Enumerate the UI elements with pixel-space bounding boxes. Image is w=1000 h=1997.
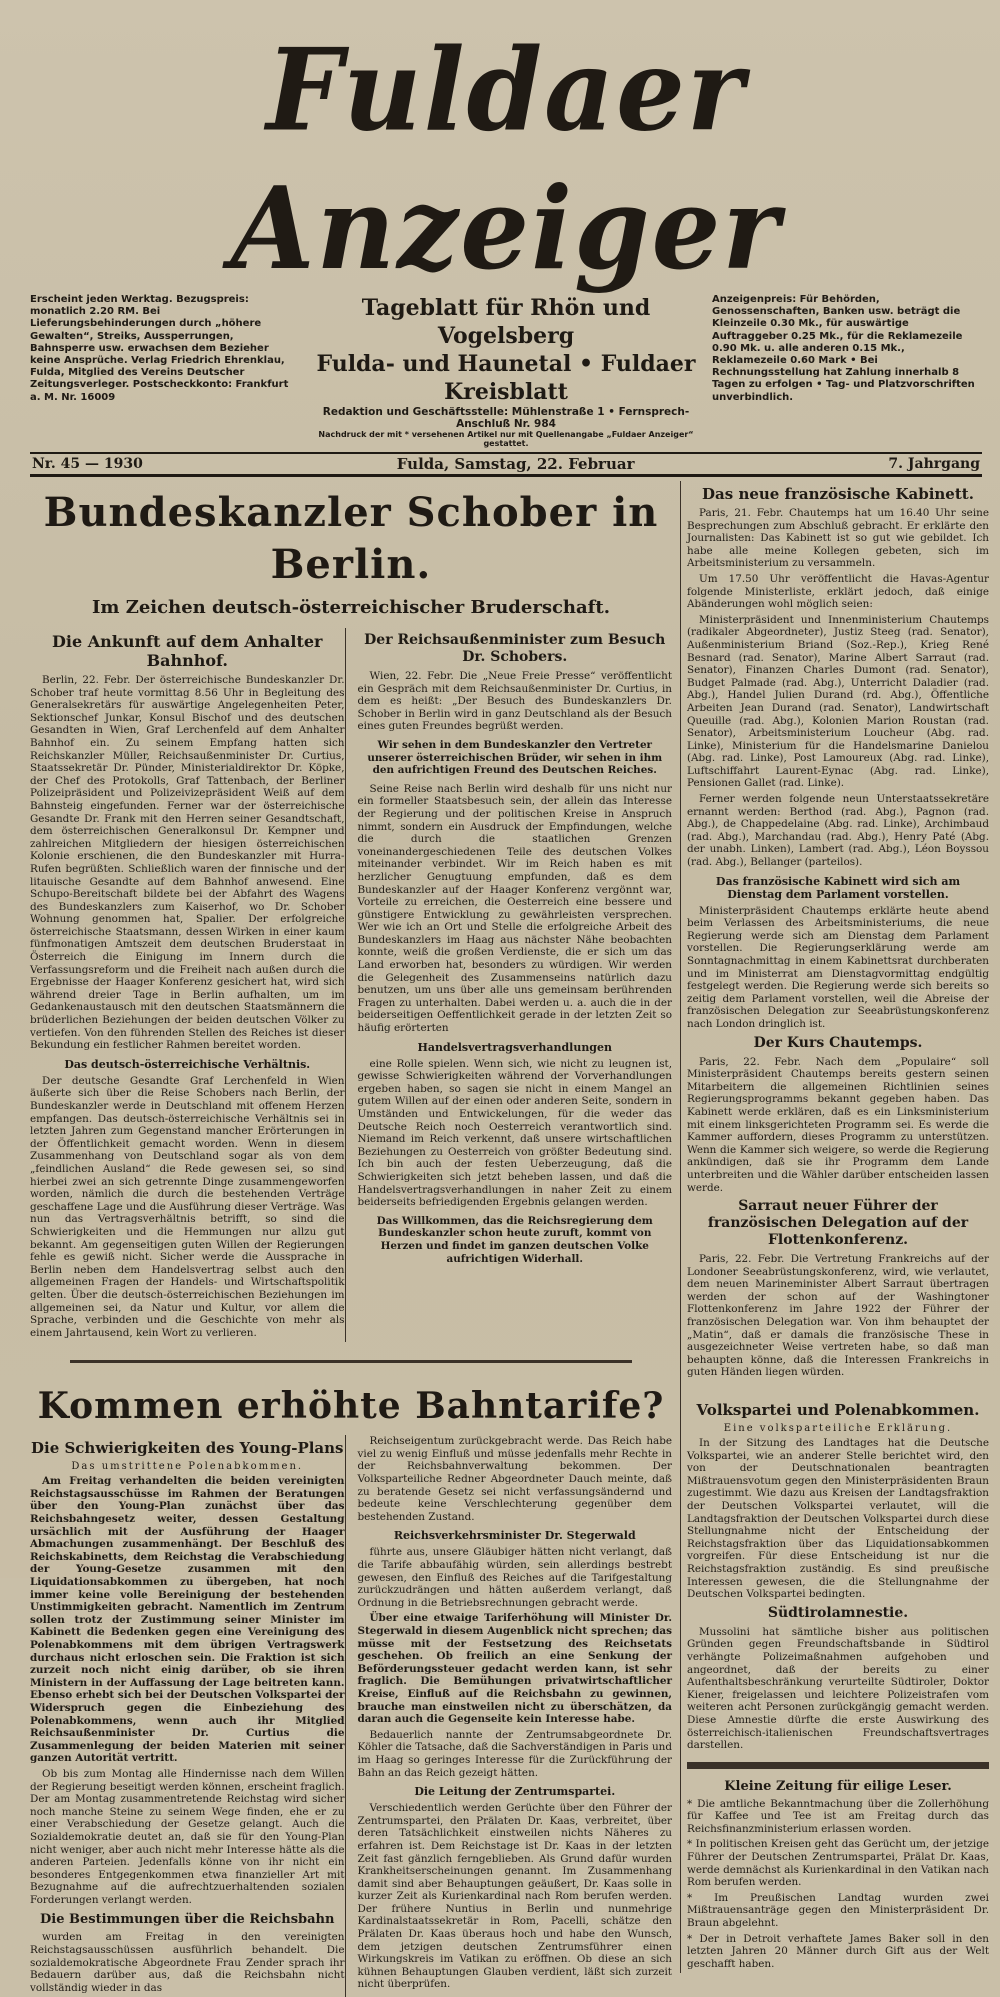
second-paragraph: Verschiedentlich werden Gerüchte über den Führer der Zentrumspartei, den Prälaten Dr. Kaas, verbreitet, über deren Tatsächlichkeit einstweilen nichts Näheres zu erfahren ist. Dem Reichstage ist Dr. Kaas in der letzten Zeit fast gänzlich ferngeblieben. Als Grund dafür wurden Krankheitserscheinungen genannt. Im Zusammenhang damit sind aber Behauptungen geäußert, Dr. Kaas solle in kurzer Zeit als Kurienkardinal nach Rom berufen werden. Der frühere Nuntius in Berlin und nunmehrige Kardinalstaatssekretär in Rom, Pacelli, schätze den Prälaten Dr. Kaas überaus hoch und habe den Wunsch, dem jetzigen deutschen Zentrumsführer einen Wirkungskreis im Vatikan zu eröffnen. Ob diese an sich kühnen Behauptungen Glauben verdient, läßt sich zurzeit nicht überprüfen. xyxy=(357,1802,672,1991)
second-col1-title: Die Schwierigkeiten des Young-Plans xyxy=(30,1439,344,1458)
col1-paragraph: Der deutsche Gesandte Graf Lerchenfeld in Wien äußerte sich über die Reise Schobers nach Berlin, der Bundeskanzler werde in Deutschland mit offenem Herzen empfangen. Das deutsch-österreichische Verhältnis sei in letzten Jahren zum Gegenstand mancher Erörterungen in der Öffentlichkeit gemacht worden. Wenn in diesem Zusammenhang von Deutschland sogar als von dem „feindlichen Ausland“ die Rede gewesen sei, so sind hierbei zwei an sich getrennte Dinge zusammengeworfen worden, nämlich die durch die bestehenden Verträge geschaffene Lage und die Ausführung dieser Verträge. Was nun das Vertragsverhältnis betrifft, so sind die Schwierigkeiten und die Hemmungen nur allzu gut bekannt. Am gegenseitigen guten Willen der Regierungen fehle es gewiß nicht. Sicher werde die Aussprache in Berlin neben dem Handelsvertrag selbst auch den allgemeinen Fragen der Handels- und Wirtschaftspolitik gelten. Über die deutsch-österreichischen Beziehungen im allgemeinen sei, da Natur und Kultur, vor allem die Sprache, verbinden und die Geschichte von mehr als einem Jahrtausend, kein Wort zu verlieren. xyxy=(30,1074,345,1339)
tagline-3: Redaktion und Geschäftsstelle: Mühlenstraße 1 • Fernsprech-Anschluß Nr. 984 xyxy=(322,406,690,430)
lead-area xyxy=(30,481,672,1997)
right-paragraph: Ministerpräsident Chautemps erklärte heute abend beim Verlassen des Arbeitsministeriums, die neue Regierung werde sich am Dienstag dem Parlament vorstellen. Die Regierungserklärung werde am Sonntagnachmittag in einem Kabinettsrat durchberaten und im Ministerrat am Dienstagvormittag endgültig festgelegt werden. Die Regierung werde sich bereits so zeitig dem Parlament vorstellen, weil die Abreise der französischen Delegation zur Seeabrüstungskonferenz nach London dringlich ist. xyxy=(687,904,989,1030)
second-col1-spaced: Das umstrittene Polenabkommen. xyxy=(71,1461,304,1473)
right-paragraph: Paris, 22. Febr. Die Vertretung Frankreichs auf der Londoner Seeabrüstungskonferenz, wird, wie verlautet, dem neuen Marineminister Albert Sarraut übertragen werden der schon auf der Washingtoner Flottenkonferenz im Jahre 1922 der Führer der französischen Delegation war. Von ihm behauptet der „Matin“, daß er damals die französische These in ausgezeichneter Weise vertreten habe, so daß man behaupten könne, daß die Interessen Frankreichs in guten Händen liegen würden. xyxy=(687,1253,989,1379)
lead-deck: Im Zeichen deutsch-österreichischer Bruderschaft. xyxy=(91,597,610,618)
second-headline: Kommen erhöhte Bahntarife? xyxy=(37,1385,665,1428)
short-news: * Die amtliche Bekanntmachung über die Zollerhöhung für Kaffee und Tee ist am Freitag durch das Reichsfinanzministerium erlassen worden. xyxy=(687,1797,989,1835)
right-column xyxy=(680,481,989,1973)
right-title: Kleine Zeitung für eilige Leser. xyxy=(724,1778,952,1794)
right-paragraph: Um 17.50 Uhr veröffentlicht die Havas-Agentur folgende Ministerliste, erklärt jedoch, daß einige Abänderungen wohl möglich seien: xyxy=(687,572,989,611)
subscription-info: Erscheint jeden Werktag. Bezugspreis: monatlich 2.20 RM. Bei Lieferungsbehinderungen durch „höhere Gewalten“, Streiks, Aussperrungen, Bahnsperre usw. erwachsen dem Bezieher keine Ansprüche. Verlag Friedrich Ehrenklau, Fulda, Mitglied des Vereins Deutscher Zeitungsverleger. Postscheckkonto: Frankfurt a. M. Nr. 16009 xyxy=(30,294,289,403)
short-news: * Der in Detroit verhaftete James Baker soll in den letzten Jahren 20 Männer durch Gift aus der Welt geschafft haben. xyxy=(687,1932,989,1970)
second-columns xyxy=(30,1435,672,1997)
page-body xyxy=(30,481,989,1994)
col1-paragraph: Berlin, 22. Febr. Der österreichische Bundeskanzler Dr. Schober traf heute vormittag 8.56 Uhr in Begleitung des Generalsekretärs für auswärtige Angelegenheiten Peter, Sektionschef Junkar, Konsul Bischof und des deutschen Gesandten in Wien, Graf Lerchenfeld auf dem Anhalter Bahnhof ein. Zu seinem Empfang hatten sich Reichskanzler Müller, Reichsaußenminister Dr. Curtius, Staatssekretär Dr. Pünder, Ministerialdirektor Dr. Köpke, der Chef des Protokolls, Graf Tattenbach, der Berliner Polizeipräsident und Polizeivizepräsident Weiß auf dem Bahnsteig eingefunden. Ferner war der österreichische Gesandte Dr. Frank mit den Herren seiner Gesandtschaft, dem österreichischen Generalkonsul Dr. Kempner und zahlreichen Mitgliedern der hiesigen österreichischen Kolonie erschienen, die den Bundeskanzler mit Hurra-Rufen begrüßten. Schließlich waren der finnische und der litauische Gesandte auf dem Bahnhof anwesend. Eine Schupo-Bereitschaft bildete bei der Abfahrt des Wagens des Bundeskanzlers zum Kaiserhof, wo Dr. Schober Wohnung genommen hat, Spalier. Der erfolgreiche österreichische Staatsmann, dessen Wirken in einer kaum fünfmonatigen Amtszeit dem deutschen Bruderstaat in Österreich die Einigung im Innern durch die Verfassungsreform und die Freiheit nach außen durch die Ergebnisse der Haager Konferenz gesichert hat, wird sich während dreier Tage in Berlin aufhalten, um im Gedankenaustausch mit den deutschen Staatsmännern die brüderlichen Beziehungen der beiden deutschen Völker zu vertiefen. Von den führenden Stellen des Reiches ist dieser Bekundung ein festlicher Rahmen bereitet worden. xyxy=(30,674,345,1052)
col2-title: Der Reichsaußenminister zum Besuch Dr. Schobers. xyxy=(364,632,666,665)
tagline-1: Tageblatt für Rhön und Vogelsberg xyxy=(361,295,651,349)
lead-column-1 xyxy=(30,628,346,1342)
issue-number: Nr. 45 — 1930 xyxy=(32,456,143,472)
col2-paragraph: Seine Reise nach Berlin wird deshalb für uns nicht nur ein formeller Staatsbesuch sein, der allein das Interesse der Regierung und der politischen Kreise in Anspruch nimmt, sondern ein Ausdruck der Empfindungen, welche die durch die staatlichen Grenzen voneinandergeschiedenen Teile des deutschen Volkes miteinander verbindet. Wir im Reich haben es mit herzlicher Genugtuung empfunden, daß es dem Bundeskanzler auf der Haager Konferenz vergönnt war, Vorteile zu erreichen, die Oesterreich eine bessere und günstigere Entwicklung zu gewährleisten versprechen. Wer wie ich an Ort und Stelle die erfolgreiche Arbeit des Bundeskanzlers im Haag aus nächster Nähe beobachten konnte, weiß die großen Verdienste, die er sich um das Land erworben hat, besonders zu würdigen. Wir werden die Gelegenheit des Zusammenseins natürlich dazu benutzen, um uns über alle uns gemeinsam berührenden Fragen zu unterhalten. Dabei werden u. a. auch die in der beiderseitigen Oeffentlichkeit gerade in der letzten Zeit so häufig erörterten xyxy=(357,782,672,1035)
masthead-title: Fuldaer Anzeiger xyxy=(230,24,782,296)
tagline-4: Nachdruck der mit * versehenen Artikel nur mit Quellenangabe „Fuldaer Anzeiger“ gestattet. xyxy=(318,430,694,448)
right-paragraph: Paris, 21. Febr. Chautemps hat um 16.40 Uhr seine Besprechungen zum Abschluß gebracht. Er erklärte den Journalisten: Das Kabinett ist so gut wie gebildet. Ich habe alle meine Kollegen gebeten, sich im Arbeitsministerium zu versammeln. xyxy=(687,507,989,570)
col1-title: Die Ankunft auf dem Anhalter Bahnhof. xyxy=(52,632,323,670)
subhead-center xyxy=(300,294,712,448)
right-title: Das neue französische Kabinett. xyxy=(702,485,974,503)
advertising-info: Anzeigenpreis: Für Behörden, Genossenschaften, Banken usw. beträgt die Kleinzeile 0.30 Mk., für auswärtige Auftraggeber 0.25 Mk., für die Reklamezeile 0.90 Mk. u. alle anderen 0.15 Mk., Reklamezeile 0.60 Mark • Bei Rechnungsstellung hat Zahlung innerhalb 8 Tagen zu erfolgen • Tag- und Platzvorschriften unverbindlich. xyxy=(712,294,975,403)
short-news: * Im Preußischen Landtag wurden zwei Mißtrauensanträge gegen den Ministerpräsident Dr. Braun abgelehnt. xyxy=(687,1891,989,1930)
issue-date: Fulda, Samstag, 22. Februar xyxy=(396,455,635,473)
col1-subtitle: Das deutsch-österreichische Verhältnis. xyxy=(64,1057,311,1071)
second-paragraph: Bedauerlich nannte der Zentrumsabgeordnete Dr. Köhler die Tatsache, daß die Sachverständigen in Paris und im Haag so geringes Interesse für die Zurückführung der Bahn an das Reich gezeigt hätten. xyxy=(357,1728,672,1779)
right-paragraph: In der Sitzung des Landtages hat die Deutsche Volkspartei, wie an anderer Stelle berichtet wird, den von der Deutschnationalen beantragten Mißtrauensvotum gegen den Ministerpräsidenten Braun zugestimmt. Wie dazu aus Kreisen der Landtagsfraktion der Deutschen Volkspartei verlautet, will die Landtagsfraktion der Deutschen Volkspartei durch diese Stellungnahme nicht der Entscheidung der Reichstagsfraktion über das Liquidationsabkommen vorgreifen. Für diese Entscheidung ist nur die Reichstagsfraktion zuständig. Es sind preußische Interessen gewesen, die die Stellungnahme der Deutschen Volkspartei bedingten. xyxy=(687,1437,989,1601)
second-paragraph: Reichseigentum zurückgebracht werde. Das Reich habe viel zu wenig Einfluß und müsse jedenfalls mehr Rechte in der Reichsbahnverwaltung bekommen. Der Volksparteiliche Redner Abgeordneter Dauch meinte, daß zu beratende Gesetz sei nicht verfassungsändernd und bedeute keine Verschlechterung gegenüber dem bestehenden Zustand. xyxy=(357,1435,672,1523)
lead-headline: Bundeskanzler Schober in Berlin. xyxy=(43,489,659,588)
second-paragraph: Ob bis zum Montag alle Hindernisse nach dem Willen der Regierung beseitigt werden können, erscheint fraglich. Der am Montag zusammentretende Reichstag wird sicher noch manche Steine zu seinem Wege finden, ehe er zu einer Verabschiedung der Gesetze gelangt. Auch die Sozialdemokratie deutet an, daß sie für den Young-Plan nicht weniger, aber auch nicht mehr Interesse hätte als die anderen Parteien. Jedenfalls könne von ihr nicht ein besonderes Entgegenkommen etwa finanzieller Art mit Bezugnahme auf die aufrechtzuerhaltenden sozialen Forderungen verlangt werden. xyxy=(30,1767,345,1906)
second-col1-subtitle: Die Bestimmungen über die Reichsbahn xyxy=(40,1912,335,1928)
right-title: Südtirolamnestie. xyxy=(767,1604,909,1621)
right-paragraph: Mussolini hat sämtliche bisher aus politischen Gründen gegen Freundschaftsbande in Südtirol verhängte Polizeimaßnahmen aufgehoben und angeordnet, daß der bereits zu einer Aufenthaltsbeschränkung verurteilte Südtiroler, Doktor Kiener, freigelassen und leichtere Polizeistrafen vom weiteren acht Personen zurückgängig gemacht werden. Diese Amnestie dürfte die erste Auswirkung des österreichisch-italienischen Freundschaftsvertrages darstellen. xyxy=(687,1625,989,1752)
col2-bold-quote: Das Willkommen, das die Reichsregierung dem Bundeskanzler schon heute zuruft, kommt von Herzen und findet im ganzen deutschen Volke aufrichtigen Widerhall. xyxy=(376,1214,653,1265)
right-paragraph: Ministerpräsident und Innenministerium Chautemps (radikaler Abgeordneter), Justiz Steeg (rad. Senator), Außenministerium Briand (Soz.-Rep.), Krieg René Besnard (rad. Senator), Marine Albert Sarraut (rad. Senator), Finanzen Charles Dumont (rad. Senator), Budget Palmade (rad. Abg.), Unterricht Daladier (rad. Abg.), Handel Julien Durand (rd. Abg.), Öffentliche Arbeiten Jean Durand (rad. Senator), Landwirtschaft Queuille (rad. Abg.), Kolonien Marion Roustan (rad. Senator), Arbeitsministerium Loucheur (Abg. rad. Linke), Ministerium für die Handelsmarine Danielou (Abg. rad. Linke), Post Lamoureux (Abg. rad. Linke), Luftschiffahrt Laurent-Eynac (Abg. rad. Linke), Pensionen Gallet (rad. Linke). xyxy=(687,613,989,790)
right-divider xyxy=(687,1762,989,1769)
right-title: Sarraut neuer Führer der französischen Delegation auf der Flottenkonferenz. xyxy=(707,1198,969,1249)
right-title: Der Kurs Chautemps. xyxy=(753,1034,923,1051)
second-paragraph: wurden am Freitag in den vereinigten Reichstagsausschüssen ausführlich behandelt. Die sozialdemokratische Abgeordnete Frau Zender sprach ihr Bedauern darüber aus, daß die Reichsbahn nicht vollständig wieder in das xyxy=(30,1931,345,1994)
second-column-2 xyxy=(358,1435,673,1997)
col2-paragraph: eine Rolle spielen. Wenn sich, wie nicht zu leugnen ist, gewisse Schwierigkeiten während der Vorverhandlungen ergeben haben, so sagen sie nicht in einem Mangel an gutem Willen auf der einen oder anderen Seite, sondern in Umständen und Entwickelungen, für die weder das Deutsche Reich noch Oesterreich verantwortlich sind. Niemand im Reich verkennt, daß unsere wirtschaftlichen Beziehungen zu Oesterreich von größter Bedeutung sind. Ich bin auch der festen Ueberzeugung, daß die Schwierigkeiten sich jetzt beheben lassen, und daß die Handelsvertragsverhandlungen in naher Zeit zu einem beiderseits befriedigenden Ergebnis gelangen werden. xyxy=(357,1057,672,1209)
section-divider xyxy=(70,1360,632,1363)
dateline xyxy=(30,452,982,477)
second-paragraph: Über eine etwaige Tariferhöhung will Minister Dr. Stegerwald in diesem Augenblick nicht sprechen; das müsse mit der Festsetzung des Reichsetats geschehen. Ob freilich an eine Senkung der Beförderungssteuer gedacht werden kann, ist sehr fraglich. Die Bemühungen privatwirtschaftlicher Kreise, Einfluß auf die Reichsbahn zu gewinnen, brauche man einstweilen nicht zu überschätzen, da daran auch die Gegenseite kein Interesse habe. xyxy=(357,1612,672,1726)
right-paragraph: Paris, 22. Febr. Nach dem „Populaire“ soll Ministerpräsident Chautemps bereits gestern seinen Mitarbeitern die allgemeinen Richtlinien seines Regierungsprogramms bekannt gegeben haben. Das Kabinett werde erklären, daß es ein Linksministerium mit einem linksgerichteten Programm sei. Es werde die Kammer auffordern, dieses Programm zu unterstützen. Wenn die Kammer sich weigere, so werde die Regierung ankündigen, daß sie ihr Programm dem Lande unterbreiten und die Wähler darüber entscheiden lassen werde. xyxy=(687,1055,989,1194)
right-paragraph: Ferner werden folgende neun Unterstaatssekretäre ernannt werden: Berthod (rad. Abg.), Pagnon (rad. Abg.), de Chappedelaine (Abg. rad. Linke), Archimbaud (rad. Abg.), Marchandau (rad. Abg.), Henry Paté (Abg. der unabh. Linken), Lambert (rad. Abg.), Léon Boyssou (rad. Abg.), Bellanger (parteilos). xyxy=(687,793,989,869)
second-col2-subtitle: Reichsverkehrsminister Dr. Stegerwald xyxy=(393,1529,636,1543)
subhead xyxy=(30,294,982,448)
col2-bold-quote: Wir sehen in dem Bundeskanzler den Vertreter unserer österreichischen Brüder, wir sehen in ihm den aufrichtigen Freund des Deutschen Reiches. xyxy=(367,738,663,777)
second-col2-subtitle: Die Leitung der Zentrumspartei. xyxy=(414,1785,616,1799)
lead-columns xyxy=(30,628,672,1342)
volume-year: 7. Jahrgang xyxy=(888,456,980,472)
right-spaced: Eine volksparteiliche Erklärung. xyxy=(723,1423,953,1435)
lead-column-2 xyxy=(358,628,673,1342)
second-paragraph: führte aus, unsere Gläubiger hätten nicht verlangt, daß die Tarife abbaufähig würden, sein allerdings bestrebt gewesen, den Einfluß des Reiches auf die Tarifgestaltung zurückzudrängen und hätten außerdem verlangt, daß Ordnung in die Betriebsrechnungen gebracht werde. xyxy=(357,1546,672,1609)
right-subtitle: Das französische Kabinett wird sich am Dienstag dem Parlament vorstellen. xyxy=(715,874,961,901)
tagline-2: Fulda- und Haunetal • Fuldaer Kreisblatt xyxy=(316,351,696,405)
col2-paragraph: Wien, 22. Febr. Die „Neue Freie Presse“ veröffentlicht ein Gespräch mit dem Reichsaußenminister Dr. Curtius, in dem es heißt: „Der Besuch des Bundeskanzlers Dr. Schober in Berlin wird in ganz Deutschland als der Besuch eines guten Freundes begrüßt werden. xyxy=(357,670,672,733)
second-column-1 xyxy=(30,1435,346,1997)
short-news: * In politischen Kreisen geht das Gerücht um, der jetzige Führer der Deutschen Zentrumspartei, Prälat Dr. Kaas, werde demnächst als Kurienkardinal in den Vatikan nach Rom berufen werden. xyxy=(687,1838,989,1889)
second-paragraph: Am Freitag verhandelten die beiden vereinigten Reichstagsausschüsse im Rahmen der Beratungen über den Young-Plan zunächst über das Reichsbahngesetz weiter, dessen Gestaltung ursächlich mit der Ausführung der Haager Abmachungen zusammenhängt. Der Beschluß des Reichskabinetts, dem Reichstag die Verabschiedung der Young-Gesetze zusammen mit den Liquidationsabkommen zu übergeben, hat noch immer keine volle Bereinigung der bestehenden Unstimmigkeiten gebracht. Namentlich im Zentrum sollen trotz der Zustimmung seiner Minister im Kabinett die Bedenken gegen eine Vereinigung des Polenabkommens mit dem übrigen Vertragswerk durchaus nicht erloschen sein. Die Fraktion ist sich zurzeit noch nicht einig darüber, ob sie ihren Ministern in der Auffassung der Lage beitreten kann. Ebenso erhebt sich bei der Deutschen Volkspartei der Widerspruch gegen die Einbeziehung des Polenabkommens, wenn auch ihr Mitglied Reichsaußenminister Dr. Curtius die Zusammenlegung der beiden Materien mit seiner ganzen Autorität vertritt. xyxy=(30,1475,345,1765)
right-title: Volkspartei und Polenabkommen. xyxy=(696,1401,980,1420)
col2-subtitle: Handelsvertragsverhandlungen xyxy=(417,1040,612,1054)
